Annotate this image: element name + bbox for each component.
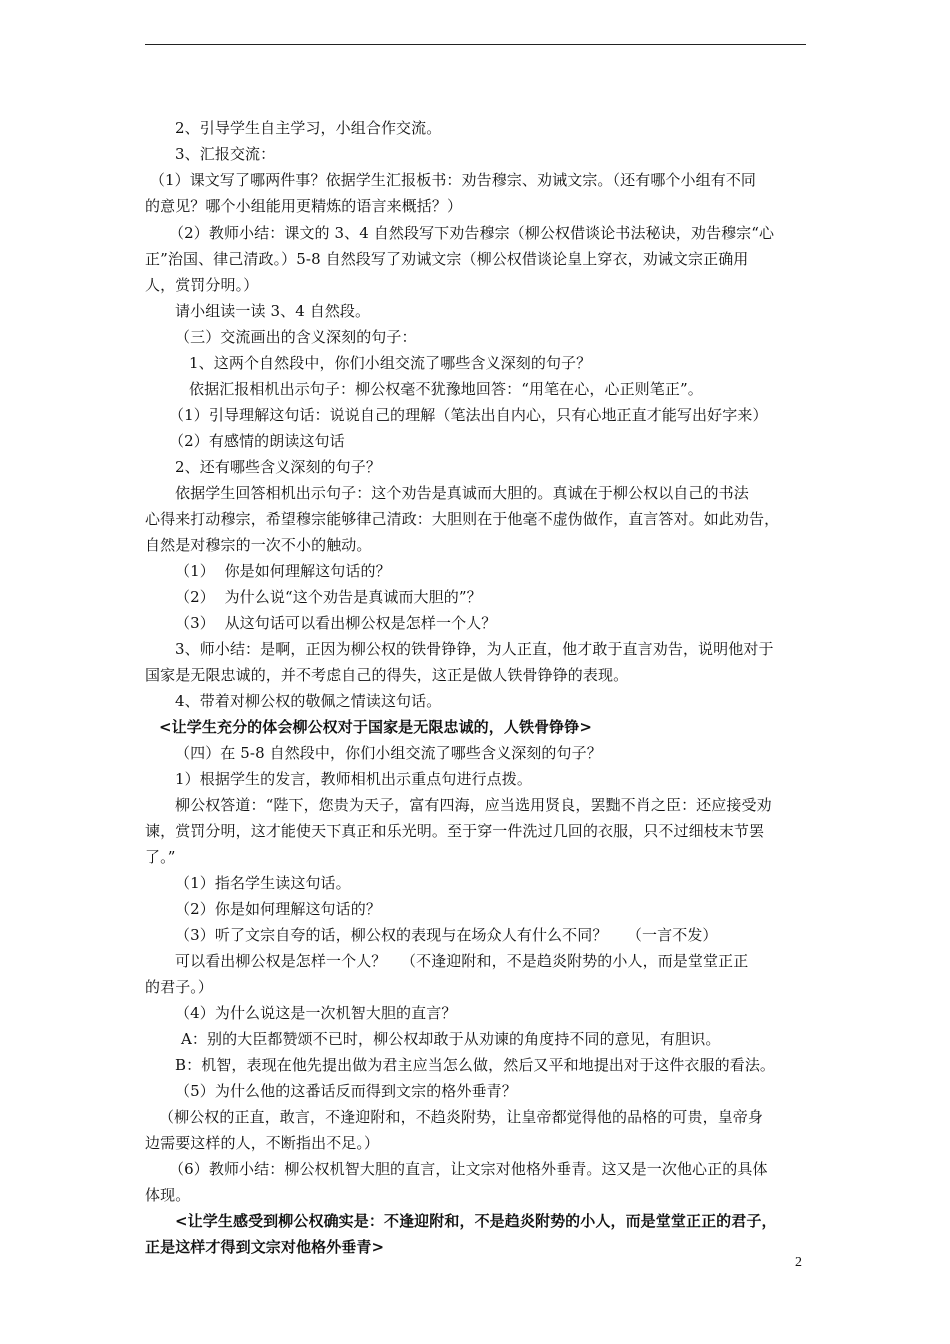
text-line: 2、引导学生自主学习，小组合作交流。: [175, 119, 442, 137]
text-line: 谏，赏罚分明，这才能使天下真正和乐光明。至于穿一件洗过几回的衣服，只不过细枝末节罢: [145, 822, 765, 840]
emphasis-note-line: 正是这样才得到文宗对他格外垂青>: [145, 1238, 385, 1256]
header-rule: [145, 44, 806, 45]
text-line: 柳公权答道：“陛下，您贵为天子，富有四海，应当选用贤良，罢黜不肖之臣：还应接受劝: [175, 796, 772, 814]
page-number: 2: [795, 1255, 802, 1270]
text-line: 正”治国、律己清政。）5-8 自然段写了劝诫文宗（柳公权借谈论皇上穿衣，劝诫文宗正确用: [145, 250, 749, 268]
text-line: （1）引导理解这句话：说说自己的理解（笔法出自内心，只有心地正直才能写出好字来）: [169, 406, 768, 424]
text-line: （6）教师小结：柳公权机智大胆的直言，让文宗对他格外垂青。这又是一次他心正的具体: [169, 1160, 768, 1178]
text-line: 的意见？哪个小组能用更精炼的语言来概括？）: [145, 197, 463, 215]
text-line: （2） 为什么说“这个劝告是真诚而大胆的”？: [175, 588, 482, 606]
text-line: 的君子。）: [145, 978, 214, 996]
text-line: 可以看出柳公权是怎样一个人？ （不逢迎附和，不是趋炎附势的小人，而是堂堂正正: [175, 952, 749, 970]
text-line: 4、带着对柳公权的敬佩之情读这句话。: [175, 692, 442, 710]
text-line: B：机智，表现在他先提出做为君主应当怎么做，然后又平和地提出对于这件衣服的看法。: [175, 1056, 776, 1074]
text-line: 依据汇报相机出示句子：柳公权毫不犹豫地回答：“用笔在心，心正则笔正”。: [189, 380, 703, 398]
text-line: 依据学生回答相机出示句子：这个劝告是真诚而大胆的。真诚在于柳公权以自己的书法: [175, 484, 749, 502]
text-line: （1） 你是如何理解这句话的？: [175, 562, 391, 580]
text-line: 3、汇报交流：: [175, 145, 276, 163]
text-line: （3）听了文宗自夸的话，柳公权的表现与在场众人有什么不同？ （一言不发）: [175, 926, 718, 944]
text-line: 了。”: [145, 848, 176, 866]
text-line: （2）你是如何理解这句话的？: [175, 900, 381, 918]
text-line: 体现。: [145, 1186, 191, 1204]
text-line: （5）为什么他的这番话反而得到文宗的格外垂青？: [175, 1082, 517, 1100]
text-line: （4）为什么说这是一次机智大胆的直言？: [175, 1004, 457, 1022]
text-line: 边需要这样的人，不断指出不足。）: [145, 1134, 380, 1152]
emphasis-note-line: <让学生感受到柳公权确实是：不逢迎附和，不是趋炎附势的小人，而是堂堂正正的君子，: [175, 1212, 777, 1230]
text-line: 3、师小结：是啊，正因为柳公权的铁骨铮铮，为人正直，他才敢于直言劝告，说明他对于: [175, 640, 774, 658]
text-line: （2）有感情的朗读这句话: [169, 432, 345, 450]
text-line: 请小组读一读 3、4 自然段。: [175, 302, 371, 320]
text-line: 心得来打动穆宗，希望穆宗能够律己清政：大胆则在于他毫不虚伪做作，直言答对。如此劝告，: [145, 510, 780, 528]
text-line: （2）教师小结：课文的 3、4 自然段写下劝告穆宗（柳公权借谈论书法秘诀，劝告穆宗“心: [169, 224, 775, 242]
emphasis-note-line: <让学生充分的体会柳公权对于国家是无限忠诚的，人铁骨铮铮>: [159, 718, 593, 736]
text-line: A：别的大臣都赞颂不已时，柳公权却敢于从劝谏的角度持不同的意见，有胆识。: [181, 1030, 721, 1048]
text-line: （三）交流画出的含义深刻的句子：: [175, 328, 417, 346]
text-line: 自然是对穆宗的一次不小的触动。: [145, 536, 372, 554]
text-line: 2、还有哪些含义深刻的句子？: [175, 458, 381, 476]
text-line: （1）指名学生读这句话。: [175, 874, 351, 892]
text-line: （柳公权的正直，敢言，不逢迎附和，不趋炎附势，让皇帝都觉得他的品格的可贵，皇帝身: [159, 1108, 764, 1126]
text-line: （3） 从这句话可以看出柳公权是怎样一个人？: [175, 614, 497, 632]
text-line: 1、这两个自然段中，你们小组交流了哪些含义深刻的句子？: [189, 354, 592, 372]
text-line: （四）在 5-8 自然段中，你们小组交流了哪些含义深刻的句子？: [175, 744, 602, 762]
text-line: （1）课文写了哪两件事？依据学生汇报板书：劝告穆宗、劝诫文宗。（还有哪个小组有不同: [145, 171, 757, 189]
text-line: 人，赏罚分明。）: [145, 276, 259, 294]
text-line: 1）根据学生的发言，教师相机出示重点句进行点拨。: [175, 770, 532, 788]
text-line: 国家是无限忠诚的，并不考虑自己的得失，这正是做人铁骨铮铮的表现。: [145, 666, 629, 684]
